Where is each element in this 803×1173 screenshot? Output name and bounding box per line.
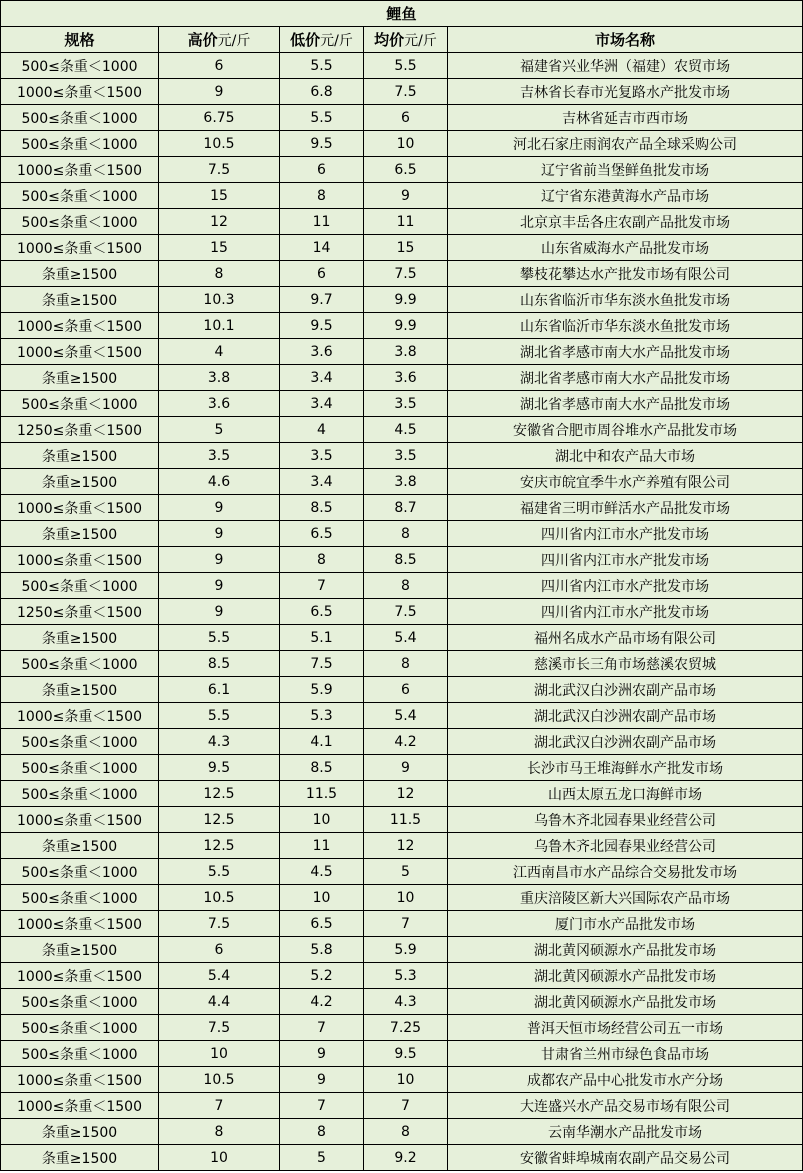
cell-avg: 10 (364, 1067, 448, 1093)
cell-low: 6.8 (280, 79, 364, 105)
cell-market: 乌鲁木齐北园春果业经营公司 (448, 807, 803, 833)
cell-high: 10 (159, 1145, 280, 1171)
cell-market: 安徽省蚌埠城南农副产品交易公司 (448, 1145, 803, 1171)
cell-high: 4.4 (159, 989, 280, 1015)
table-row (1, 261, 803, 287)
cell-spec: 1250≤条重＜1500 (1, 599, 159, 625)
header-high (159, 27, 280, 53)
cell-market: 山东省威海水产品批发市场 (448, 235, 803, 261)
header-high-unit: 元/斤 (217, 33, 251, 49)
table-row (1, 131, 803, 157)
cell-spec: 500≤条重＜1000 (1, 573, 159, 599)
table-row (1, 1041, 803, 1067)
cell-low: 5.5 (280, 53, 364, 79)
cell-high: 12.5 (159, 781, 280, 807)
cell-low: 9.5 (280, 313, 364, 339)
cell-market: 湖北黄冈硕源水产品批发市场 (448, 989, 803, 1015)
cell-high: 12 (159, 209, 280, 235)
cell-market: 山东省临沂市华东淡水鱼批发市场 (448, 287, 803, 313)
cell-market: 慈溪市长三角市场慈溪农贸城 (448, 651, 803, 677)
cell-avg: 4.2 (364, 729, 448, 755)
cell-market: 吉林省长春市光复路水产批发市场 (448, 79, 803, 105)
cell-spec: 500≤条重＜1000 (1, 859, 159, 885)
cell-spec: 条重≥1500 (1, 625, 159, 651)
cell-avg: 6 (364, 677, 448, 703)
cell-avg: 5.9 (364, 937, 448, 963)
cell-spec: 1000≤条重＜1500 (1, 495, 159, 521)
cell-market: 河北石家庄雨润农产品全球采购公司 (448, 131, 803, 157)
cell-high: 9 (159, 547, 280, 573)
cell-spec: 条重≥1500 (1, 287, 159, 313)
cell-low: 7 (280, 573, 364, 599)
cell-spec: 1000≤条重＜1500 (1, 911, 159, 937)
cell-low: 3.6 (280, 339, 364, 365)
cell-spec: 条重≥1500 (1, 677, 159, 703)
cell-high: 6 (159, 53, 280, 79)
cell-avg: 9 (364, 755, 448, 781)
cell-high: 4.3 (159, 729, 280, 755)
cell-spec: 1000≤条重＜1500 (1, 235, 159, 261)
cell-avg: 7.25 (364, 1015, 448, 1041)
table-row (1, 79, 803, 105)
cell-market: 福州名成水产品市场有限公司 (448, 625, 803, 651)
cell-low: 3.5 (280, 443, 364, 469)
cell-low: 5.8 (280, 937, 364, 963)
cell-low: 6.5 (280, 911, 364, 937)
cell-low: 14 (280, 235, 364, 261)
cell-spec: 条重≥1500 (1, 1119, 159, 1145)
cell-low: 5 (280, 1145, 364, 1171)
cell-spec: 1000≤条重＜1500 (1, 807, 159, 833)
cell-low: 9 (280, 1041, 364, 1067)
table-row (1, 1119, 803, 1145)
cell-low: 8.5 (280, 755, 364, 781)
cell-spec: 条重≥1500 (1, 443, 159, 469)
cell-spec: 1000≤条重＜1500 (1, 339, 159, 365)
cell-avg: 8 (364, 521, 448, 547)
cell-spec: 500≤条重＜1000 (1, 729, 159, 755)
cell-low: 6.5 (280, 599, 364, 625)
cell-market: 辽宁省东港黄海水产品市场 (448, 183, 803, 209)
cell-spec: 1000≤条重＜1500 (1, 157, 159, 183)
cell-market: 甘肃省兰州市绿色食品市场 (448, 1041, 803, 1067)
cell-avg: 12 (364, 781, 448, 807)
cell-spec: 条重≥1500 (1, 469, 159, 495)
cell-avg: 8.7 (364, 495, 448, 521)
table-row (1, 443, 803, 469)
cell-high: 5.4 (159, 963, 280, 989)
cell-avg: 9.9 (364, 313, 448, 339)
cell-spec: 500≤条重＜1000 (1, 183, 159, 209)
cell-low: 7.5 (280, 651, 364, 677)
cell-high: 9 (159, 573, 280, 599)
cell-market: 湖北黄冈硕源水产品批发市场 (448, 963, 803, 989)
cell-market: 福建省兴业华洲（福建）农贸市场 (448, 53, 803, 79)
table-row (1, 391, 803, 417)
cell-high: 5 (159, 417, 280, 443)
cell-spec: 1000≤条重＜1500 (1, 547, 159, 573)
cell-market: 四川省内江市水产批发市场 (448, 521, 803, 547)
cell-high: 10 (159, 1041, 280, 1067)
cell-low: 8 (280, 1119, 364, 1145)
cell-high: 5.5 (159, 703, 280, 729)
cell-low: 9.5 (280, 131, 364, 157)
cell-spec: 条重≥1500 (1, 1145, 159, 1171)
cell-market: 江西南昌市水产品综合交易批发市场 (448, 859, 803, 885)
cell-spec: 500≤条重＜1000 (1, 651, 159, 677)
cell-avg: 7 (364, 1093, 448, 1119)
cell-avg: 11 (364, 209, 448, 235)
cell-high: 8 (159, 1119, 280, 1145)
header-market: 市场名称 (448, 27, 803, 53)
cell-market: 湖北省孝感市南大水产品批发市场 (448, 391, 803, 417)
cell-high: 10.5 (159, 1067, 280, 1093)
cell-high: 3.5 (159, 443, 280, 469)
cell-spec: 500≤条重＜1000 (1, 755, 159, 781)
table-row (1, 313, 803, 339)
cell-market: 乌鲁木齐北园春果业经营公司 (448, 833, 803, 859)
cell-spec: 500≤条重＜1000 (1, 209, 159, 235)
table-row (1, 1015, 803, 1041)
cell-high: 6 (159, 937, 280, 963)
cell-low: 5.2 (280, 963, 364, 989)
cell-market: 四川省内江市水产批发市场 (448, 547, 803, 573)
cell-avg: 5.4 (364, 625, 448, 651)
cell-low: 9 (280, 1067, 364, 1093)
cell-low: 9.7 (280, 287, 364, 313)
cell-high: 10.5 (159, 885, 280, 911)
cell-low: 5.1 (280, 625, 364, 651)
cell-market: 山西太原五龙口海鲜市场 (448, 781, 803, 807)
header-avg (364, 27, 448, 53)
cell-market: 湖北武汉白沙洲农副产品市场 (448, 677, 803, 703)
cell-avg: 11.5 (364, 807, 448, 833)
cell-avg: 6.5 (364, 157, 448, 183)
cell-avg: 4.3 (364, 989, 448, 1015)
cell-avg: 9.2 (364, 1145, 448, 1171)
table-row (1, 339, 803, 365)
cell-spec: 1000≤条重＜1500 (1, 963, 159, 989)
cell-market: 安徽省合肥市周谷堆水产品批发市场 (448, 417, 803, 443)
cell-spec: 1000≤条重＜1500 (1, 1093, 159, 1119)
header-spec: 规格 (1, 27, 159, 53)
cell-low: 8.5 (280, 495, 364, 521)
cell-spec: 500≤条重＜1000 (1, 989, 159, 1015)
cell-avg: 4.5 (364, 417, 448, 443)
cell-low: 4.5 (280, 859, 364, 885)
cell-low: 8 (280, 547, 364, 573)
cell-high: 6.75 (159, 105, 280, 131)
cell-high: 15 (159, 235, 280, 261)
cell-high: 9 (159, 599, 280, 625)
cell-spec: 1000≤条重＜1500 (1, 1067, 159, 1093)
cell-market: 四川省内江市水产批发市场 (448, 573, 803, 599)
cell-avg: 5.5 (364, 53, 448, 79)
cell-high: 15 (159, 183, 280, 209)
cell-avg: 3.8 (364, 469, 448, 495)
cell-spec: 条重≥1500 (1, 937, 159, 963)
cell-avg: 5 (364, 859, 448, 885)
cell-high: 3.6 (159, 391, 280, 417)
cell-avg: 3.5 (364, 391, 448, 417)
cell-low: 10 (280, 885, 364, 911)
table-row (1, 495, 803, 521)
table-row (1, 1093, 803, 1119)
table-row (1, 729, 803, 755)
table-body (1, 53, 803, 1171)
table-row (1, 833, 803, 859)
cell-avg: 3.6 (364, 365, 448, 391)
cell-spec: 500≤条重＜1000 (1, 781, 159, 807)
cell-high: 7.5 (159, 1015, 280, 1041)
cell-high: 7.5 (159, 911, 280, 937)
cell-low: 10 (280, 807, 364, 833)
cell-low: 11.5 (280, 781, 364, 807)
cell-avg: 5.3 (364, 963, 448, 989)
cell-avg: 6 (364, 105, 448, 131)
cell-high: 12.5 (159, 807, 280, 833)
table-row (1, 365, 803, 391)
table-row (1, 53, 803, 79)
table-row (1, 781, 803, 807)
cell-spec: 500≤条重＜1000 (1, 105, 159, 131)
cell-market: 北京京丰岳各庄农副产品批发市场 (448, 209, 803, 235)
cell-low: 11 (280, 833, 364, 859)
cell-spec: 500≤条重＜1000 (1, 885, 159, 911)
cell-avg: 8 (364, 573, 448, 599)
cell-market: 吉林省延吉市西市场 (448, 105, 803, 131)
cell-avg: 7.5 (364, 599, 448, 625)
cell-avg: 7.5 (364, 261, 448, 287)
cell-low: 4.2 (280, 989, 364, 1015)
table-title: 鲤鱼 (1, 1, 803, 27)
table-row (1, 937, 803, 963)
cell-low: 7 (280, 1015, 364, 1041)
cell-market: 长沙市马王堆海鲜水产批发市场 (448, 755, 803, 781)
cell-high: 9.5 (159, 755, 280, 781)
cell-market: 辽宁省前当堡鲜鱼批发市场 (448, 157, 803, 183)
cell-low: 4.1 (280, 729, 364, 755)
table-row (1, 469, 803, 495)
cell-avg: 7 (364, 911, 448, 937)
cell-avg: 9.5 (364, 1041, 448, 1067)
table-row (1, 417, 803, 443)
table-row (1, 989, 803, 1015)
table-row (1, 807, 803, 833)
cell-spec: 500≤条重＜1000 (1, 1015, 159, 1041)
cell-market: 重庆涪陵区新大兴国际农产品市场 (448, 885, 803, 911)
cell-low: 4 (280, 417, 364, 443)
cell-high: 6.1 (159, 677, 280, 703)
table-row (1, 573, 803, 599)
table-row (1, 521, 803, 547)
cell-low: 5.9 (280, 677, 364, 703)
header-row (1, 27, 803, 53)
table-row (1, 963, 803, 989)
cell-avg: 7.5 (364, 79, 448, 105)
cell-market: 成都农产品中心批发市水产分场 (448, 1067, 803, 1093)
table-row (1, 547, 803, 573)
cell-high: 8.5 (159, 651, 280, 677)
cell-avg: 8.5 (364, 547, 448, 573)
header-low (280, 27, 364, 53)
cell-high: 8 (159, 261, 280, 287)
table-row (1, 183, 803, 209)
cell-spec: 500≤条重＜1000 (1, 131, 159, 157)
table-row (1, 911, 803, 937)
table-row (1, 755, 803, 781)
table-row (1, 625, 803, 651)
table-row (1, 1067, 803, 1093)
cell-avg: 8 (364, 1119, 448, 1145)
cell-market: 福建省三明市鲜活水产品批发市场 (448, 495, 803, 521)
cell-avg: 8 (364, 651, 448, 677)
cell-high: 10.1 (159, 313, 280, 339)
cell-market: 安庆市皖宜季牛水产养殖有限公司 (448, 469, 803, 495)
cell-market: 大连盛兴水产品交易市场有限公司 (448, 1093, 803, 1119)
cell-high: 5.5 (159, 859, 280, 885)
cell-avg: 15 (364, 235, 448, 261)
cell-market: 湖北黄冈硕源水产品批发市场 (448, 937, 803, 963)
cell-market: 湖北武汉白沙洲农副产品市场 (448, 703, 803, 729)
table-row (1, 703, 803, 729)
cell-high: 4 (159, 339, 280, 365)
cell-spec: 1000≤条重＜1500 (1, 703, 159, 729)
cell-avg: 10 (364, 131, 448, 157)
cell-spec: 1000≤条重＜1500 (1, 313, 159, 339)
cell-high: 3.8 (159, 365, 280, 391)
cell-low: 5.3 (280, 703, 364, 729)
cell-spec: 500≤条重＜1000 (1, 391, 159, 417)
cell-spec: 条重≥1500 (1, 261, 159, 287)
cell-market: 普洱天恒市场经营公司五一市场 (448, 1015, 803, 1041)
table-row (1, 157, 803, 183)
cell-high: 7.5 (159, 157, 280, 183)
header-low-label: 低价 (290, 31, 321, 49)
cell-low: 6 (280, 157, 364, 183)
cell-avg: 9.9 (364, 287, 448, 313)
cell-high: 10.3 (159, 287, 280, 313)
cell-low: 5.5 (280, 105, 364, 131)
table-row (1, 599, 803, 625)
cell-avg: 12 (364, 833, 448, 859)
cell-market: 厦门市水产品批发市场 (448, 911, 803, 937)
cell-avg: 3.5 (364, 443, 448, 469)
cell-low: 7 (280, 1093, 364, 1119)
cell-market: 湖北中和农产品大市场 (448, 443, 803, 469)
cell-high: 9 (159, 79, 280, 105)
cell-market: 湖北武汉白沙洲农副产品市场 (448, 729, 803, 755)
table-row (1, 677, 803, 703)
cell-spec: 500≤条重＜1000 (1, 53, 159, 79)
cell-market: 湖北省孝感市南大水产品批发市场 (448, 365, 803, 391)
cell-market: 湖北省孝感市南大水产品批发市场 (448, 339, 803, 365)
cell-high: 10.5 (159, 131, 280, 157)
cell-low: 3.4 (280, 391, 364, 417)
header-avg-unit: 元/斤 (404, 33, 437, 49)
cell-low: 3.4 (280, 365, 364, 391)
cell-avg: 9 (364, 183, 448, 209)
cell-low: 6 (280, 261, 364, 287)
table-row (1, 209, 803, 235)
title-row (1, 1, 803, 27)
cell-avg: 3.8 (364, 339, 448, 365)
cell-market: 山东省临沂市华东淡水鱼批发市场 (448, 313, 803, 339)
cell-avg: 10 (364, 885, 448, 911)
table-row (1, 235, 803, 261)
cell-high: 12.5 (159, 833, 280, 859)
cell-high: 9 (159, 495, 280, 521)
table-row (1, 885, 803, 911)
cell-spec: 条重≥1500 (1, 365, 159, 391)
header-high-label: 高价 (187, 31, 218, 49)
cell-high: 9 (159, 521, 280, 547)
cell-high: 5.5 (159, 625, 280, 651)
cell-market: 四川省内江市水产批发市场 (448, 599, 803, 625)
header-avg-label: 均价 (374, 31, 405, 49)
cell-spec: 条重≥1500 (1, 521, 159, 547)
cell-low: 3.4 (280, 469, 364, 495)
table-row (1, 651, 803, 677)
cell-high: 4.6 (159, 469, 280, 495)
cell-low: 11 (280, 209, 364, 235)
table-row (1, 859, 803, 885)
cell-spec: 条重≥1500 (1, 833, 159, 859)
cell-high: 7 (159, 1093, 280, 1119)
table-row (1, 287, 803, 313)
header-low-unit: 元/斤 (320, 33, 353, 49)
cell-spec: 1250≤条重＜1500 (1, 417, 159, 443)
cell-market: 攀枝花攀达水产批发市场有限公司 (448, 261, 803, 287)
table-row (1, 105, 803, 131)
cell-spec: 1000≤条重＜1500 (1, 79, 159, 105)
table-row (1, 1145, 803, 1171)
cell-low: 8 (280, 183, 364, 209)
cell-low: 6.5 (280, 521, 364, 547)
cell-avg: 5.4 (364, 703, 448, 729)
cell-market: 云南华潮水产品批发市场 (448, 1119, 803, 1145)
cell-spec: 500≤条重＜1000 (1, 1041, 159, 1067)
